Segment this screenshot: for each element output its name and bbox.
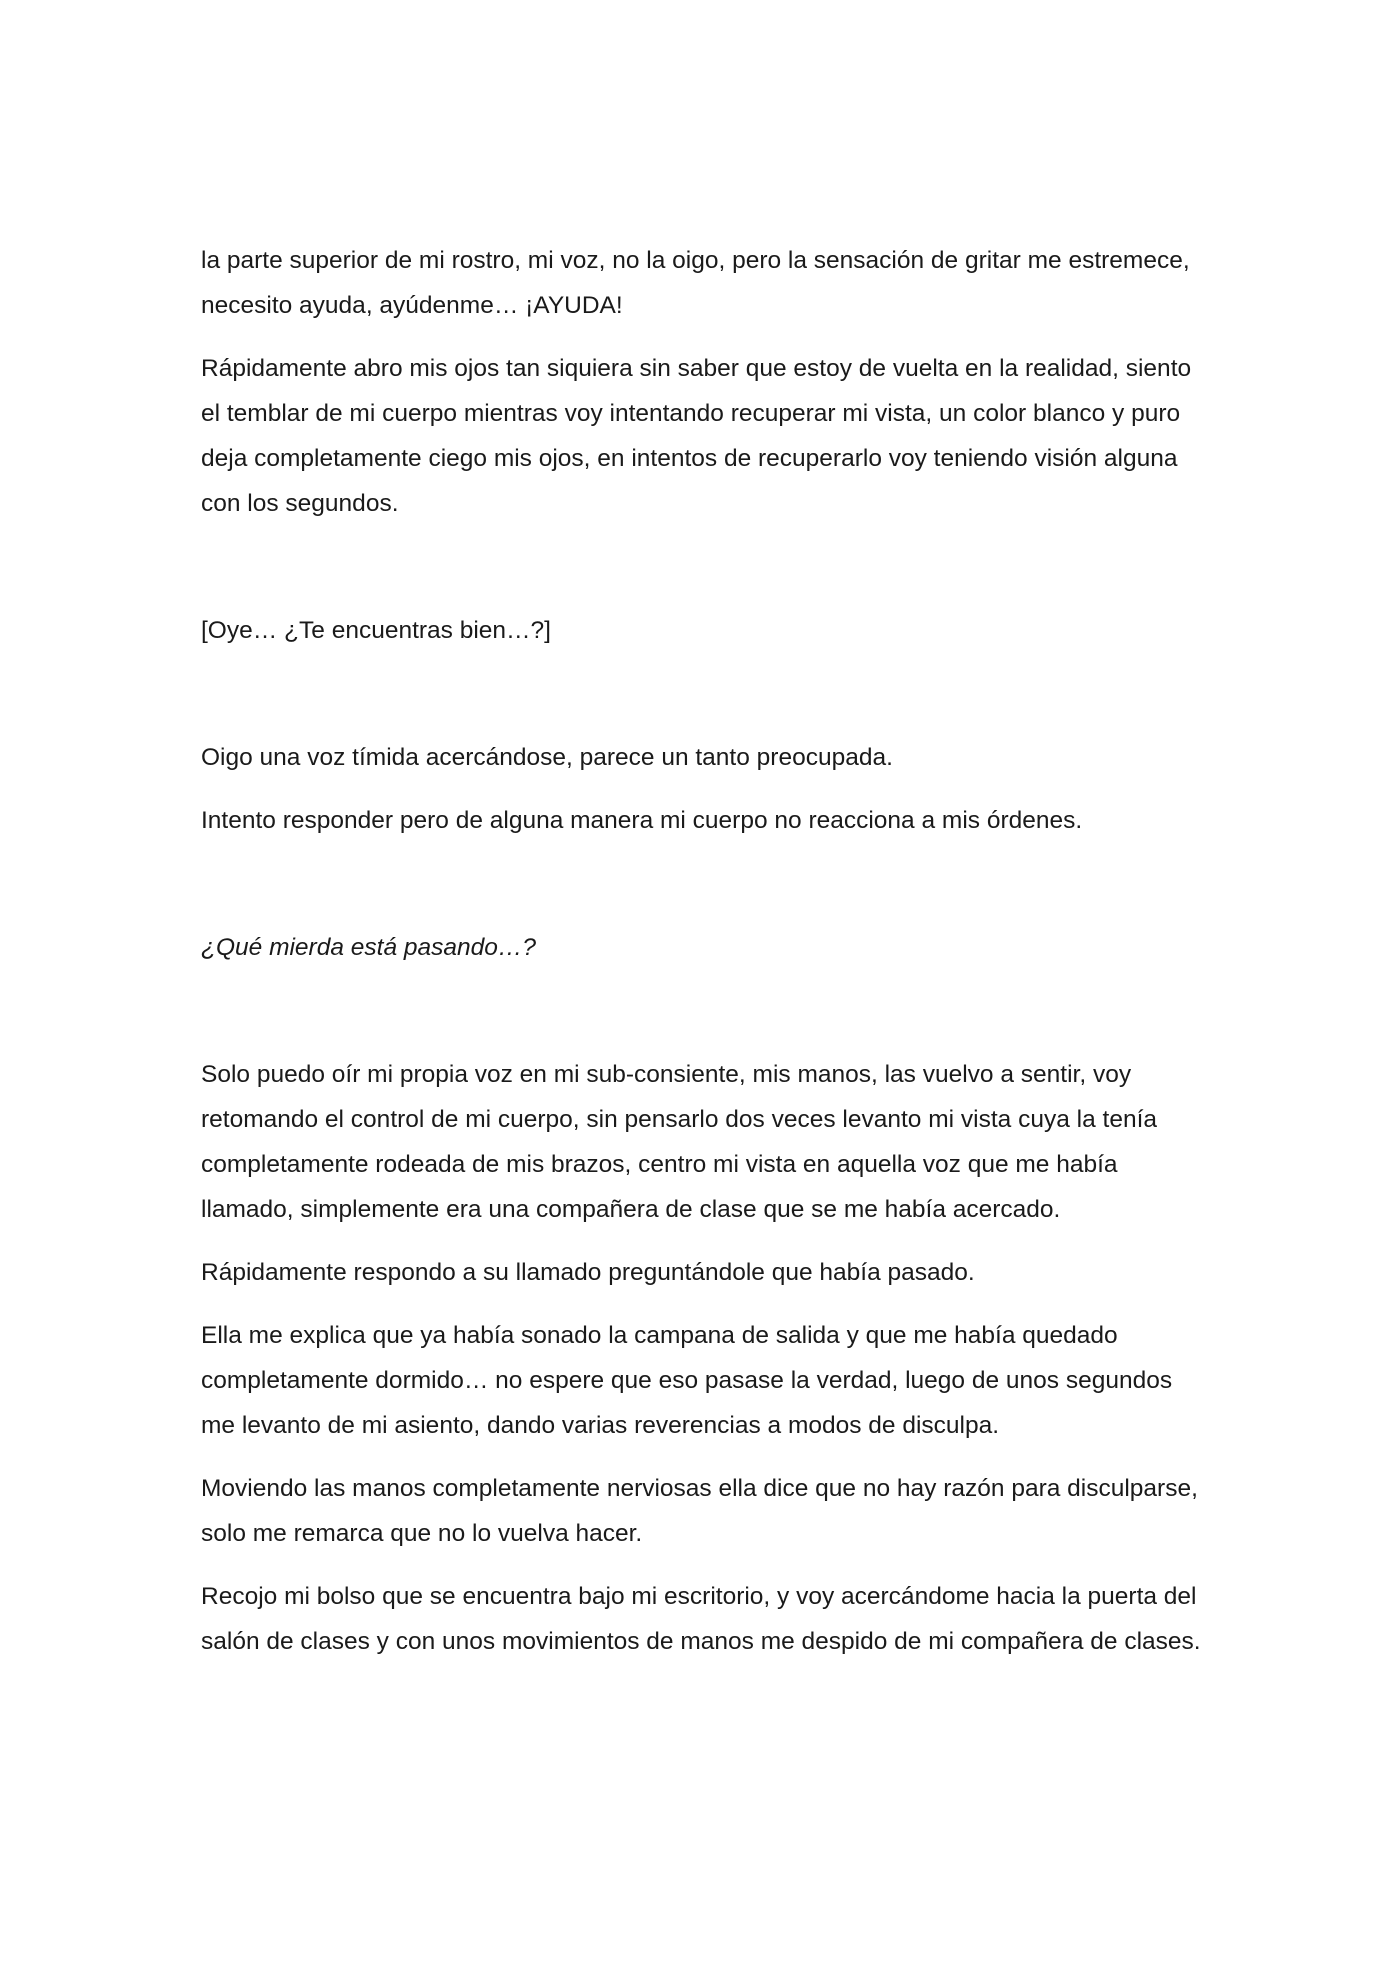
paragraph: Oigo una voz tímida acercándose, parece un tanto preocupada. xyxy=(201,744,893,771)
paragraph: la parte superior de mi rostro, mi voz, no la oigo, pero la sensación de gritar me estremece, necesito ayuda, ayúdenme… ¡AYUDA! xyxy=(201,247,1190,319)
dialogue-line: [Oye… ¿Te encuentras bien…?] xyxy=(201,617,551,644)
paragraph: Recojo mi bolso que se encuentra bajo mi escritorio, y voy acercándome hacia la puerta del salón de clases y con unos movimientos de manos me despido de mi compañera de clases. xyxy=(201,1583,1201,1655)
paragraph: Rápidamente respondo a su llamado preguntándole que había pasado. xyxy=(201,1259,975,1286)
paragraph: Intento responder pero de alguna manera mi cuerpo no reacciona a mis órdenes. xyxy=(201,807,1083,834)
document-body xyxy=(201,238,1201,1664)
paragraph: Rápidamente abro mis ojos tan siquiera sin saber que estoy de vuelta en la realidad, siento el temblar de mi cuerpo mientras voy intentando recuperar mi vista, un color blanco y puro deja completamente ciego mis ojos, en intentos de recuperarlo voy teniendo visión alguna con los segundos. xyxy=(201,355,1192,517)
paragraph: Moviendo las manos completamente nerviosas ella dice que no hay razón para disculparse, solo me remarca que no lo vuelva hacer. xyxy=(201,1475,1198,1547)
paragraph: Solo puedo oír mi propia voz en mi sub-consiente, mis manos, las vuelvo a sentir, voy retomando el control de mi cuerpo, sin pensarlo dos veces levanto mi vista cuya la tenía completamente rodeada de mis brazos, centro mi vista en aquella voz que me había llamado, simplemente era una compañera de clase que se me había acercado. xyxy=(201,1061,1158,1223)
inner-thought: ¿Qué mierda está pasando…? xyxy=(201,934,537,961)
paragraph: Ella me explica que ya había sonado la campana de salida y que me había quedado completamente dormido… no espere que eso pasase la verdad, luego de unos segundos me levanto de mi asiento, dando varias reverencias a modos de disculpa. xyxy=(201,1322,1173,1439)
